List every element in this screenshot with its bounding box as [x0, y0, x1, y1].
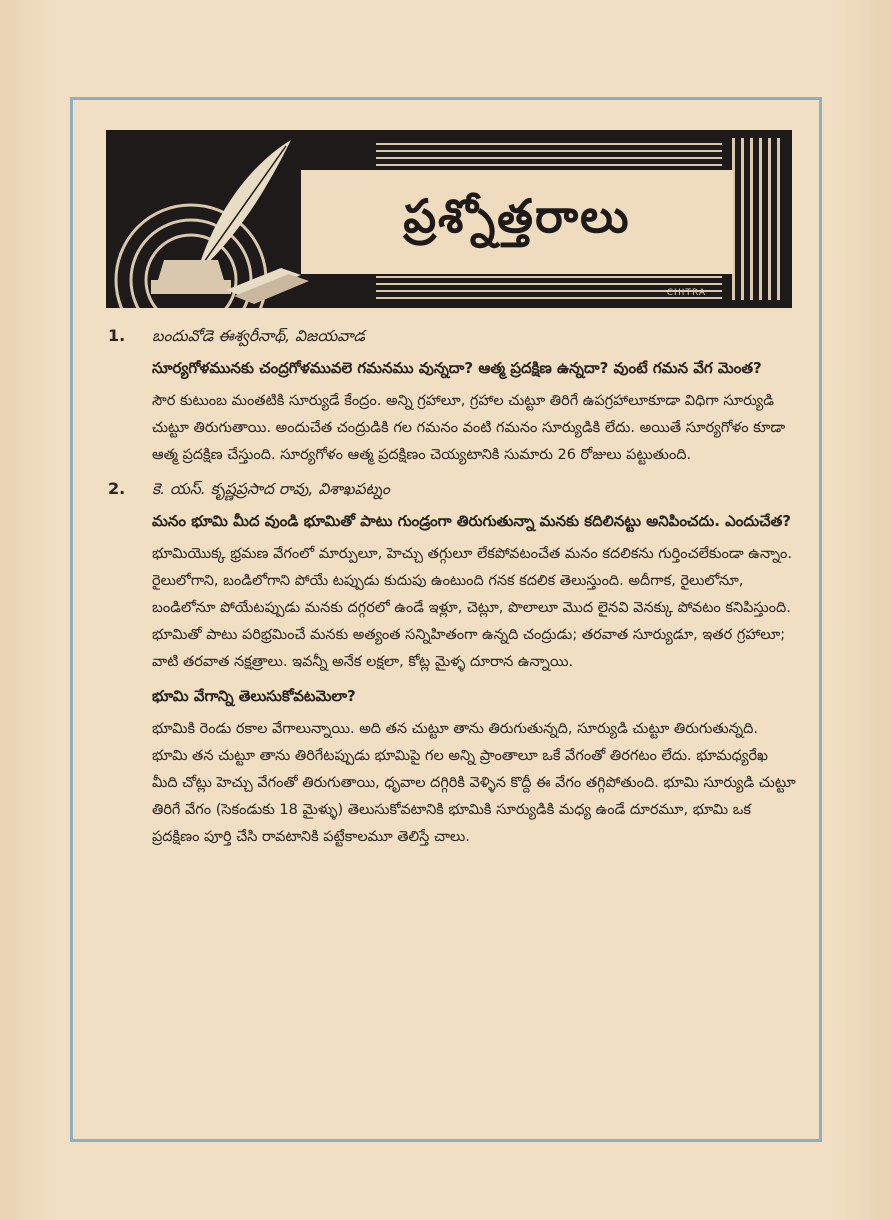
header-banner [106, 130, 792, 308]
inkwell-icon [158, 260, 224, 280]
title-panel [301, 170, 733, 274]
qa-number: 1. [108, 326, 126, 345]
question-text: మనం భూమి మీద వుండి భూమితో పాటు గుండ్రంగా తిరుగుతున్నా మనకు కదిలినట్టు అనిపించదు. ఎందుచేత? [152, 512, 791, 530]
followup-answer-text: భూమికి రెండు రకాల వేగాలున్నాయి. అది తన చుట్టూ తాను తిరుగుతున్నది, సూర్యుడి చుట్టూ తిరుగుతున్నది. భూమి తన చుట్టూ తాను తిరిగేటప్పుడు భూమిపై గల అన్ని ప్రాంతాలూ ఒకే వేగంతో తిరగటం లేదు. భూమధ్యరేఖ మీది చోట్లు హెచ్చు వేగంతో తిరుగుతాయి, ధృవాల దగ్గిరికి వెళ్ళిన కొద్దీ ఈ వేగం తగ్గిపోతుంది. భూమి సూర్యుడి చుట్టూ తిరిగే వేగం (సెకండుకు 18 మైళ్ళు) తెలుసుకోవటానికి భూమికి సూర్యుడికి మధ్య ఉండే దూరమూ, భూమి ఒక ప్రదక్షిణం పూర్తి చేసి రావటానికి పట్టేకాలమూ తెలిస్తే చాలు. [152, 721, 796, 845]
artist-signature: CHITRA [666, 288, 706, 298]
qa-content [108, 322, 798, 857]
qa-item-1 [108, 322, 798, 469]
asker-name: బందువోడె ఈశ్వరీనాథ్, విజయవాడ [152, 327, 365, 345]
followup-question-text: భూమి వేగాన్ని తెలుసుకోవటమెలా? [152, 687, 356, 705]
banner-bars [732, 138, 784, 300]
question-text: సూర్యగోళమునకు చంద్రగోళమువలె గమనము వున్నదా? ఆత్మ ప్రదక్షిణ ఉన్నదా? వుంటే గమన వేగ మెంత? [152, 359, 762, 377]
qa-number: 2. [108, 479, 126, 498]
page-title: ప్రశ్నోత్తరాలు [403, 189, 631, 243]
answer-text: సౌర కుటుంబ మంతటికి సూర్యుడే కేంద్రం. అన్ని గ్రహాలూ, గ్రహాల చుట్టూ తిరిగే ఉపగ్రహాలూకూడా విధిగా సూర్యుడి చుట్టూ తిరుగుతాయి. అందుచేత చంద్రుడికి గల గమనం వంటి గమనం సూర్యుడికి లేదు. అయితే సూర్యగోళం కూడా ఆత్మ ప్రదక్షిణ చేస్తుంది. సూర్యగోళం ఆత్మ ప్రదక్షిణం చెయ్యటానికి సుమారు 26 రోజులు పట్టుతుంది. [152, 393, 786, 463]
answer-text: భూమియొక్క భ్రమణ వేగంలో మార్పులూ, హెచ్చు తగ్గులూ లేకపోవటంచేత మనం కదలికను గుర్తించలేకుండా ఉన్నాం. రైలులోగాని, బండిలోగాని పోయే టప్పుడు కుదుపు ఉంటుంది గనక కదలిక తెలుస్తుంది. అదీగాక, రైలులోనూ, బండిలోనూ పోయేటప్పుడు మనకు దగ్గరలో ఉండే ఇళ్లూ, చెట్లూ, పొలాలూ మొద లైనవి వెనక్కు పోవటం కనిపిస్తుంది. భూమితో పాటు పరిభ్రమించే మనకు అత్యంత సన్నిహితంగా ఉన్నది చంద్రుడు; తరవాత సూర్యుడూ, ఇతర గ్రహాలూ; వాటి తరవాత నక్షత్రాలు. ఇవన్నీ అనేక లక్షలా, కోట్ల మైళ్ళ దూరాన ఉన్నాయి. [152, 546, 792, 670]
qa-item-2 [108, 475, 798, 851]
asker-name: కె. యస్. కృష్ణప్రసాద రావు, విశాఖపట్నం [152, 480, 390, 498]
